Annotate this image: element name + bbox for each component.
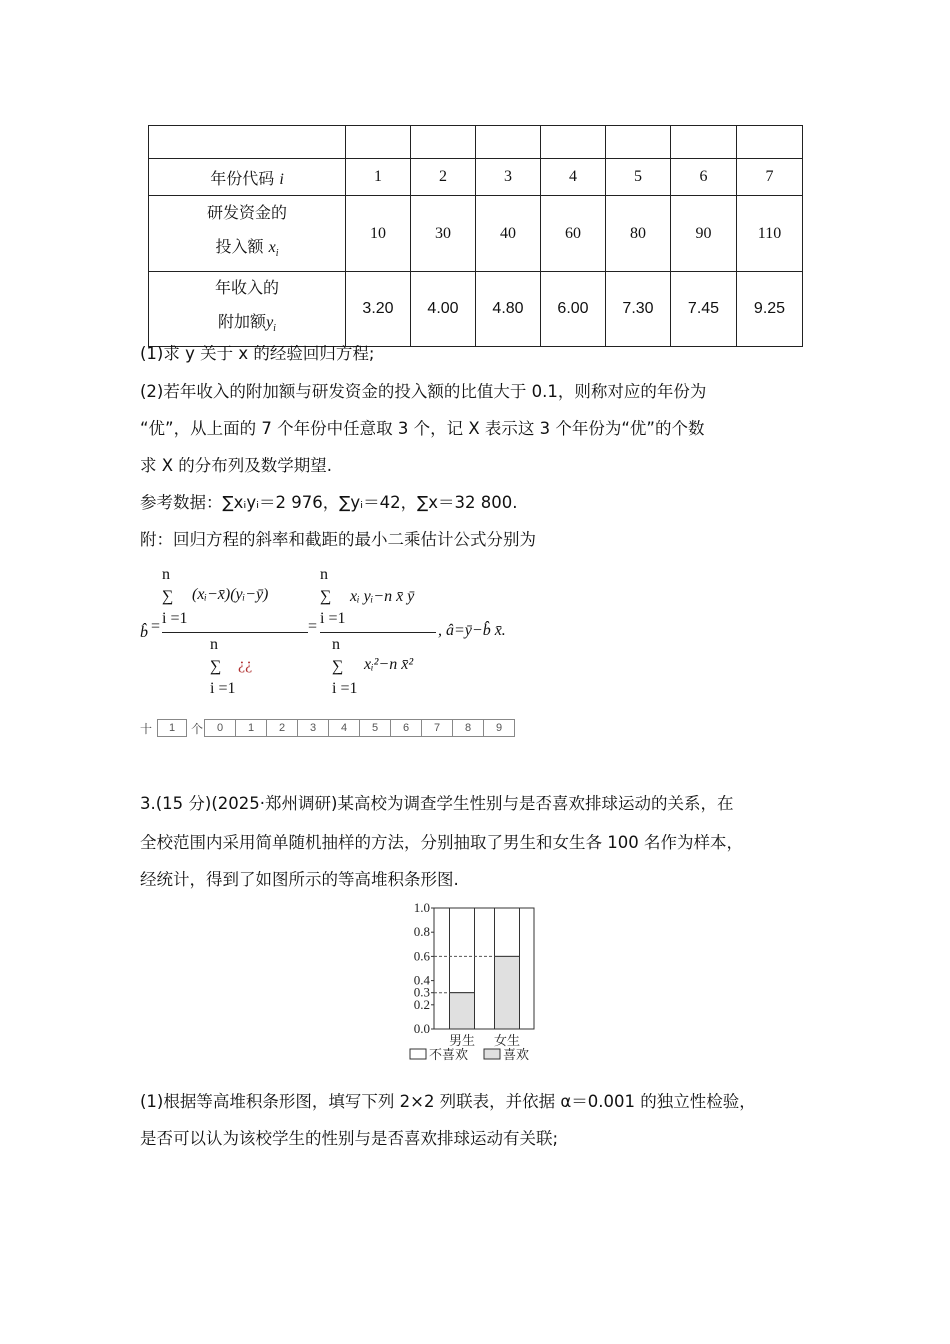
sum-upper-limit: n xyxy=(162,566,170,583)
bar-dislike xyxy=(450,908,475,993)
question-1: (1)求 y 关于 x 的经验回归方程; xyxy=(140,344,375,363)
table-cell: 3.20 xyxy=(346,272,411,347)
digit-box: 1 xyxy=(235,719,267,737)
legend-label-like: 喜欢 xyxy=(503,1048,530,1063)
sum-symbol: ∑ xyxy=(332,658,344,675)
numerator-1: (xᵢ−x̄)(yᵢ−ȳ) xyxy=(192,586,269,603)
fraction-bar-1 xyxy=(162,632,308,633)
table-cell: 10 xyxy=(346,196,411,272)
digit-box: 9 xyxy=(483,719,515,737)
sum-symbol: ∑ xyxy=(162,588,174,605)
y-tick-label: 0.4 xyxy=(413,972,430,988)
question-2-line-1: (2)若年收入的附加额与研发资金的投入额的比值大于 0.1，则称对应的年份为 xyxy=(140,382,707,401)
y-tick-label: 1.0 xyxy=(413,900,430,915)
y-tick-label: 0.2 xyxy=(413,996,430,1012)
table-cell: 7.30 xyxy=(606,272,671,347)
y-tick-label: 0.6 xyxy=(413,948,430,964)
b-hat-symbol: b̂ xyxy=(140,624,148,641)
table-cell: 4.80 xyxy=(476,272,541,347)
problem-3-question-1-line-1: (1)根据等高堆积条形图，填写下列 2×2 列联表，并依据 α＝0.001 的独立性检验， xyxy=(140,1092,756,1111)
y-tick-label: 0.0 xyxy=(413,1021,430,1036)
fraction-bar-2 xyxy=(320,632,436,633)
data-table xyxy=(148,125,803,347)
problem-3-line-2: 全校范围内采用简单随机抽样的方法，分别抽取了男生和女生各 100 名作为样本， xyxy=(140,833,743,852)
digit-box: 2 xyxy=(266,719,298,737)
digit-box: 0 xyxy=(204,719,236,737)
table-cell: 9.25 xyxy=(737,272,803,347)
sum-lower-limit: i =1 xyxy=(162,610,188,627)
denominator-1: ¿¿ xyxy=(238,656,253,673)
equals-sign: = xyxy=(308,618,318,635)
digit-box: 4 xyxy=(328,719,360,737)
row-label-income: 年收入的 附加额$y_i$ xyxy=(149,272,346,347)
stacked-bar-chart xyxy=(400,898,550,1073)
sum-symbol: ∑ xyxy=(320,588,332,605)
digit-box: 7 xyxy=(421,719,453,737)
units-label: 个 xyxy=(191,722,204,736)
equals-sign: = xyxy=(151,618,161,635)
sum-upper-limit: n xyxy=(332,636,340,653)
y-tick-label: 0.3 xyxy=(413,984,430,1000)
table-cell: 6 xyxy=(671,159,737,196)
numerator-2: xᵢ yᵢ−n x̄ ȳ xyxy=(350,588,415,605)
table-row-income xyxy=(149,272,803,347)
legend-label-dislike: 不喜欢 xyxy=(429,1048,469,1063)
legend-swatch-like xyxy=(484,1049,500,1059)
digit-box: 8 xyxy=(452,719,484,737)
table-cell: 2 xyxy=(411,159,476,196)
table-row-investment xyxy=(149,196,803,272)
sum-lower-limit: i =1 xyxy=(332,680,358,697)
table-cell: 6.00 xyxy=(541,272,606,347)
bar-like xyxy=(495,956,520,1029)
sum-symbol: ∑ xyxy=(210,658,222,675)
question-2-line-3: 求 X 的分布列及数学期望. xyxy=(140,456,333,475)
table-cell: 80 xyxy=(606,196,671,272)
row-label-year-code: 年份代码 i xyxy=(149,159,346,196)
table-cell: 3 xyxy=(476,159,541,196)
table-cell: 60 xyxy=(541,196,606,272)
x-category-label: 女生 xyxy=(493,1034,521,1049)
table-cell: 5 xyxy=(606,159,671,196)
table-cell: 1 xyxy=(346,159,411,196)
tens-label: 十 xyxy=(140,722,153,736)
sum-upper-limit: n xyxy=(210,636,218,653)
problem-3-question-1-line-2: 是否可以认为该校学生的性别与是否喜欢排球运动有关联; xyxy=(140,1129,559,1148)
table-cell: 4.00 xyxy=(411,272,476,347)
table-cell: 7.45 xyxy=(671,272,737,347)
table-cell: 90 xyxy=(671,196,737,272)
table-cell: 4 xyxy=(541,159,606,196)
intercept-formula: , â=ȳ−b̂ x̄. xyxy=(438,622,506,639)
x-category-label: 男生 xyxy=(448,1034,476,1049)
table-row-year-code xyxy=(149,159,803,196)
digit-box: 6 xyxy=(390,719,422,737)
sum-upper-limit: n xyxy=(320,566,328,583)
digit-box: 5 xyxy=(359,719,391,737)
table-cell: 110 xyxy=(737,196,803,272)
bar-like xyxy=(450,993,475,1029)
reference-data: 参考数据：∑xᵢyᵢ＝2 976，∑yᵢ＝42，∑x＝32 800. xyxy=(140,493,518,512)
problem-3-line-3: 经统计，得到了如图所示的等高堆积条形图. xyxy=(140,870,459,889)
regression-formula xyxy=(138,562,538,704)
y-tick-label: 0.8 xyxy=(413,924,430,940)
denominator-2: xᵢ²−n x̄² xyxy=(364,656,414,673)
sum-lower-limit: i =1 xyxy=(210,680,236,697)
sum-lower-limit: i =1 xyxy=(320,610,346,627)
bar-dislike xyxy=(495,908,520,956)
table-cell: 40 xyxy=(476,196,541,272)
problem-3-line-1: 3.(15 分)(2025·郑州调研)某高校为调查学生性别与是否喜欢排球运动的关系，在 xyxy=(140,794,734,813)
tens-box: 1 xyxy=(157,719,187,737)
table-cell: 30 xyxy=(411,196,476,272)
table-row-blank xyxy=(149,126,803,159)
question-2-line-2: “优”，从上面的 7 个年份中任意取 3 个，记 X 表示这 3 个年份为“优”的个数 xyxy=(140,419,705,438)
appendix-text: 附：回归方程的斜率和截距的最小二乘估计公式分别为 xyxy=(140,530,536,549)
legend-swatch-dislike xyxy=(410,1049,426,1059)
row-label-investment: 研发资金的 投入额 $x_i$ xyxy=(149,196,346,272)
digit-box: 3 xyxy=(297,719,329,737)
table-cell: 7 xyxy=(737,159,803,196)
